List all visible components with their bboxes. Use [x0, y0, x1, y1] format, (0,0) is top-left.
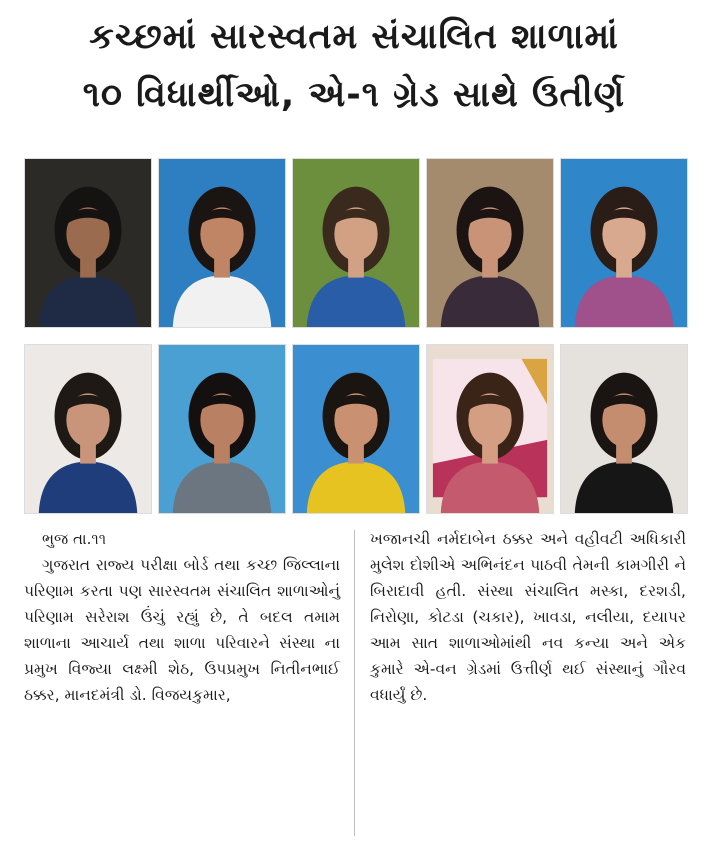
student-photo-5 [560, 158, 688, 328]
student-photo-9 [426, 344, 554, 514]
photo-row-top [24, 158, 688, 328]
photo-row-bottom [24, 344, 688, 514]
article-body [24, 526, 688, 844]
column-divider [354, 530, 355, 836]
article-column-right [370, 526, 686, 844]
headline-line-2: ૧૦ વિધાર્થીઓ, એ-૧ ગ્રેડ સાથે ઉતીર્ણ [82, 75, 626, 115]
article-paragraph-right: ખજાનચી નર્મદાબેન ઠક્કર અને વહીવટી અધિકારી મુલેશ દોશીએ અભિનંદન પાઠવી તેમની કામગીરી ને બિરાદાવી હતી. સંસ્થા સંચાલિત મસ્કા, દરશડી, નિરોણા, કોટડા (ચકાર), ખાવડા, નલીયા, દયાપર આમ સાત શાળાઓમાંથી નવ કન્યા અને એક કુમારે એ-વન ગ્રેડમાં ઉત્તીર્ણ થઈ સંસ્થાનું ગૌરવ વધાર્યું છે. [370, 530, 686, 704]
photo-grid [24, 158, 688, 514]
headline-line-1: કચ્છમાં સારસ્વતમ સંચાલિત શાળામાં [89, 17, 619, 57]
student-photo-6 [24, 344, 152, 514]
student-photo-7 [158, 344, 286, 514]
article-paragraph-left: ગુજરાત રાજ્ય પરીક્ષા બોર્ડ તથા કચ્છ જિલ્લાના પરિણામ કરતા પણ સારસ્વતમ સંચાલિત શાળાઓનું પરિણામ સરેરાશ ઉંચું રહ્યું છે, તે બદલ તમામ શાળાના આચાર્ય તથા શાળા પરિવારને સંસ્થા ના પ્રમુખ વિજ્યા લક્ષ્મી શેઠ, ઉપપ્રમુખ નિતીનભાઈ ઠક્કર, માનદમંત્રી ડો. વિજયકુમાર, [24, 556, 340, 704]
article-column-left [24, 526, 340, 844]
headline [0, 8, 708, 124]
dateline: ભુજ તા.૧૧ [42, 530, 107, 548]
student-photo-1 [24, 158, 152, 328]
student-photo-8 [292, 344, 420, 514]
student-photo-2 [158, 158, 286, 328]
student-photo-10 [560, 344, 688, 514]
student-photo-4 [426, 158, 554, 328]
student-photo-3 [292, 158, 420, 328]
